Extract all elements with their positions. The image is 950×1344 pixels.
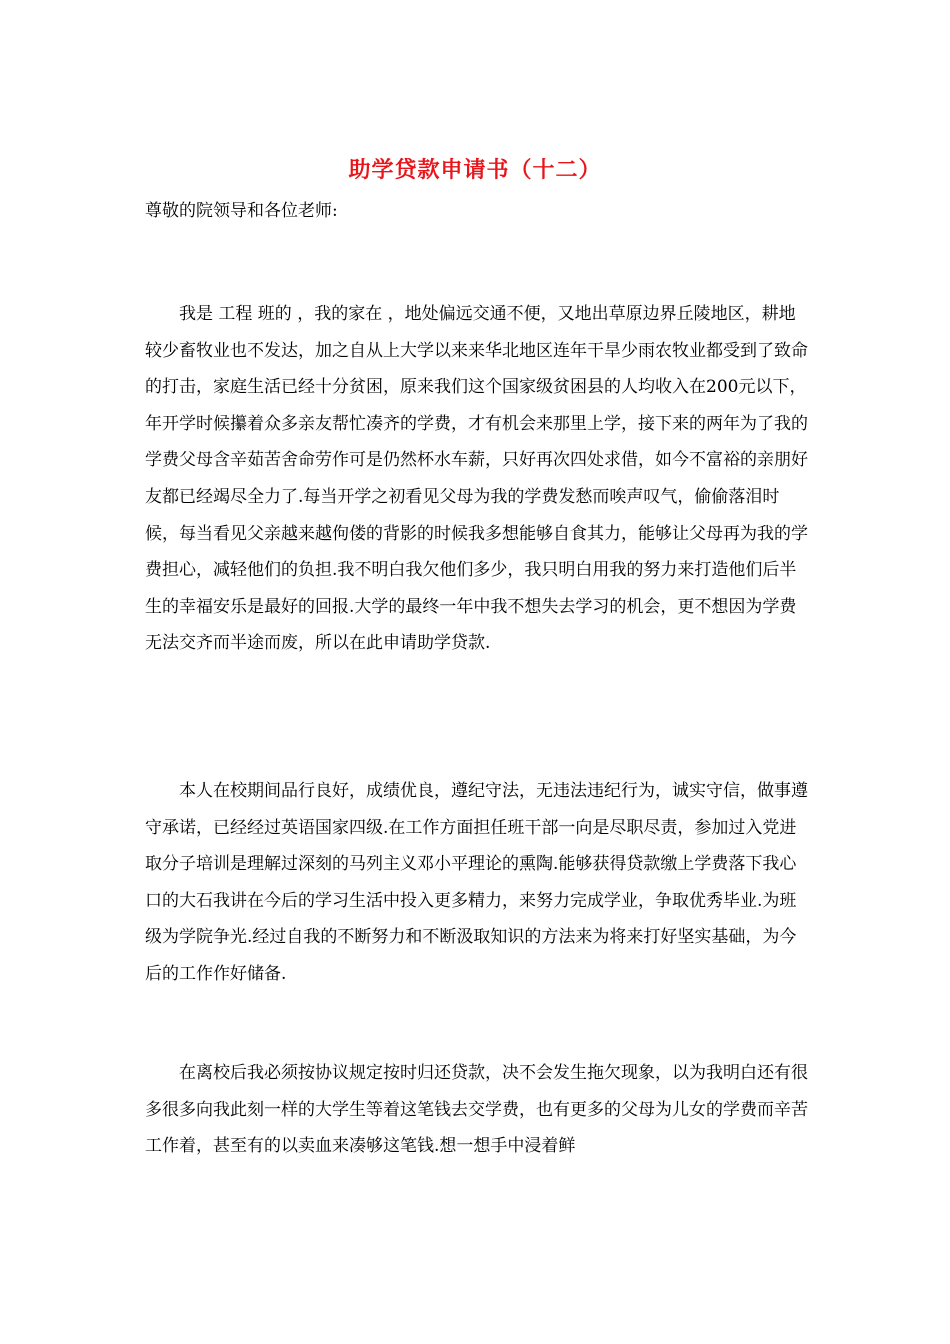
page-title: 助学贷款申请书（十二） <box>348 157 602 183</box>
paragraph-1: 我是 工程 班的 ，我的家在 ，地处偏远交通不便，又地出草原边界丘陵地区，耕地较少畜牧业也不发达，加之自从上大学以来来华北地区连年干旱少雨农牧业都受到了致命的打击，家庭生活已经十分贫困，原来我们这个国家级贫困县的人均收入在200元以下， 年开学时候攥着众多亲友帮忙凑齐的学费，才有机会来那里上学，接下来的两年为了我的学费父母含辛茹苦舍命劳作可是仍然杯水车薪，只好再次四处求借，如今不富裕的亲朋好友都已经竭尽全力了.每当开学之初看见父母为我的学费发愁而唉声叹气，偷偷落泪时候，每当看见父亲越来越佝偻的背影的时候我多想能够自食其力，能够让父母再为我的学费担心，减轻他们的负担.我不明白我欠他们多少，我只明白用我的努力来打造他们后半生的幸福安乐是最好的回报.大学的最终一年中我不想失去学习的机会，更不想因为学费无法交齐而半途而废，所以在此申请助学贷款. <box>145 304 808 654</box>
paragraph-3: 在离校后我必须按协议规定按时归还贷款，决不会发生拖欠现象，以为我明白还有很多很多向我此刻一样的大学生等着这笔钱去交学费，也有更多的父母为儿女的学费而辛苦工作着，甚至有的以卖血来凑够这笔钱.想一想手中浸着鲜 <box>145 1063 808 1157</box>
salutation: 尊敬的院领导和各位老师: <box>145 201 338 221</box>
paragraph-2: 本人在校期间品行良好，成绩优良，遵纪守法，无违法违纪行为，诚实守信，做事遵守承诺，已经经过英语国家四级.在工作方面担任班干部一向是尽职尽责，参加过入党进取分子培训是理解过深刻的马列主义邓小平理论的熏陶.能够获得贷款缴上学费落下我心口的大石我讲在今后的学习生活中投入更多精力，来努力完成学业，争取优秀毕业.为班级为学院争光.经过自我的不断努力和不断汲取知识的方法来为将来打好坚实基础，为今后的工作作好储备. <box>145 781 808 984</box>
